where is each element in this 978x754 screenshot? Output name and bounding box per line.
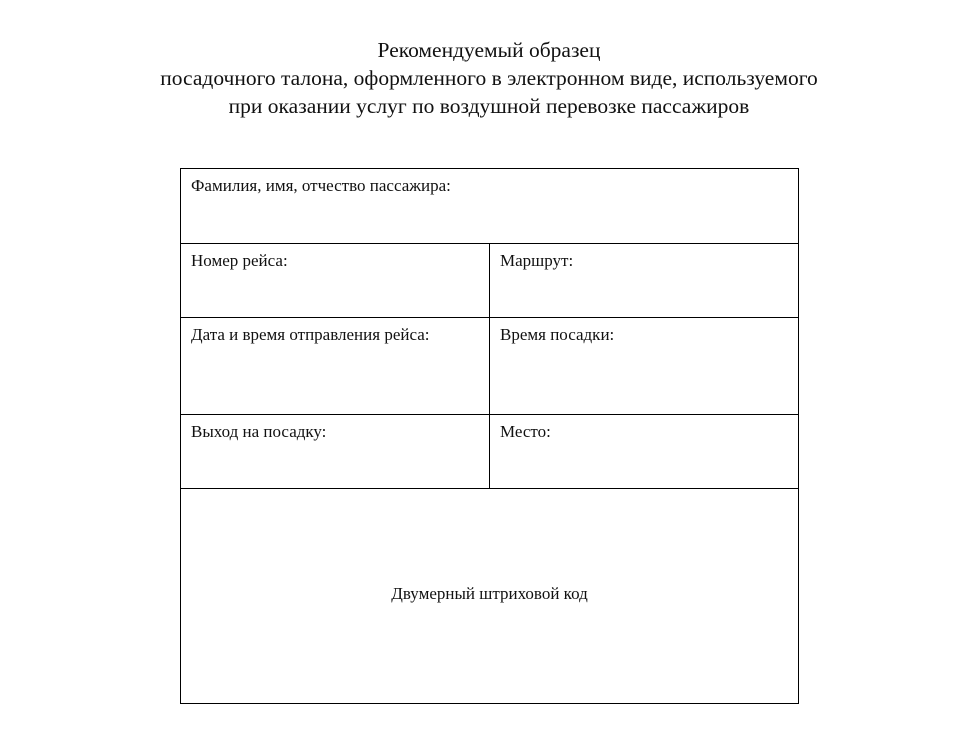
route-cell <box>490 244 799 318</box>
flight-number-label: Номер рейса: <box>191 251 288 270</box>
form-row-gate <box>181 415 799 489</box>
departure-datetime-cell <box>181 318 490 415</box>
passenger-name-cell <box>181 169 799 244</box>
gate-cell <box>181 415 490 489</box>
boarding-time-cell <box>490 318 799 415</box>
form-row-barcode <box>181 489 799 704</box>
title-line-3: при оказании услуг по воздушной перевозке пассажиров <box>228 94 750 118</box>
form-row-passenger <box>181 169 799 244</box>
title-line-2: посадочного талона, оформленного в электронном виде, используемого <box>160 66 818 90</box>
departure-datetime-label: Дата и время отправления рейса: <box>191 325 430 344</box>
passenger-name-label: Фамилия, имя, отчество пассажира: <box>191 176 451 195</box>
seat-label: Место: <box>500 422 551 441</box>
form-row-flight <box>181 244 799 318</box>
barcode-label: Двумерный штриховой код <box>391 584 588 603</box>
barcode-cell <box>181 489 799 704</box>
seat-cell <box>490 415 799 489</box>
boarding-pass-form <box>180 168 799 704</box>
gate-label: Выход на посадку: <box>191 422 327 441</box>
boarding-time-label: Время посадки: <box>500 325 615 344</box>
form-row-times <box>181 318 799 415</box>
route-label: Маршрут: <box>500 251 574 270</box>
flight-number-cell <box>181 244 490 318</box>
title-line-1: Рекомендуемый образец <box>377 38 601 62</box>
document-title <box>0 36 978 120</box>
